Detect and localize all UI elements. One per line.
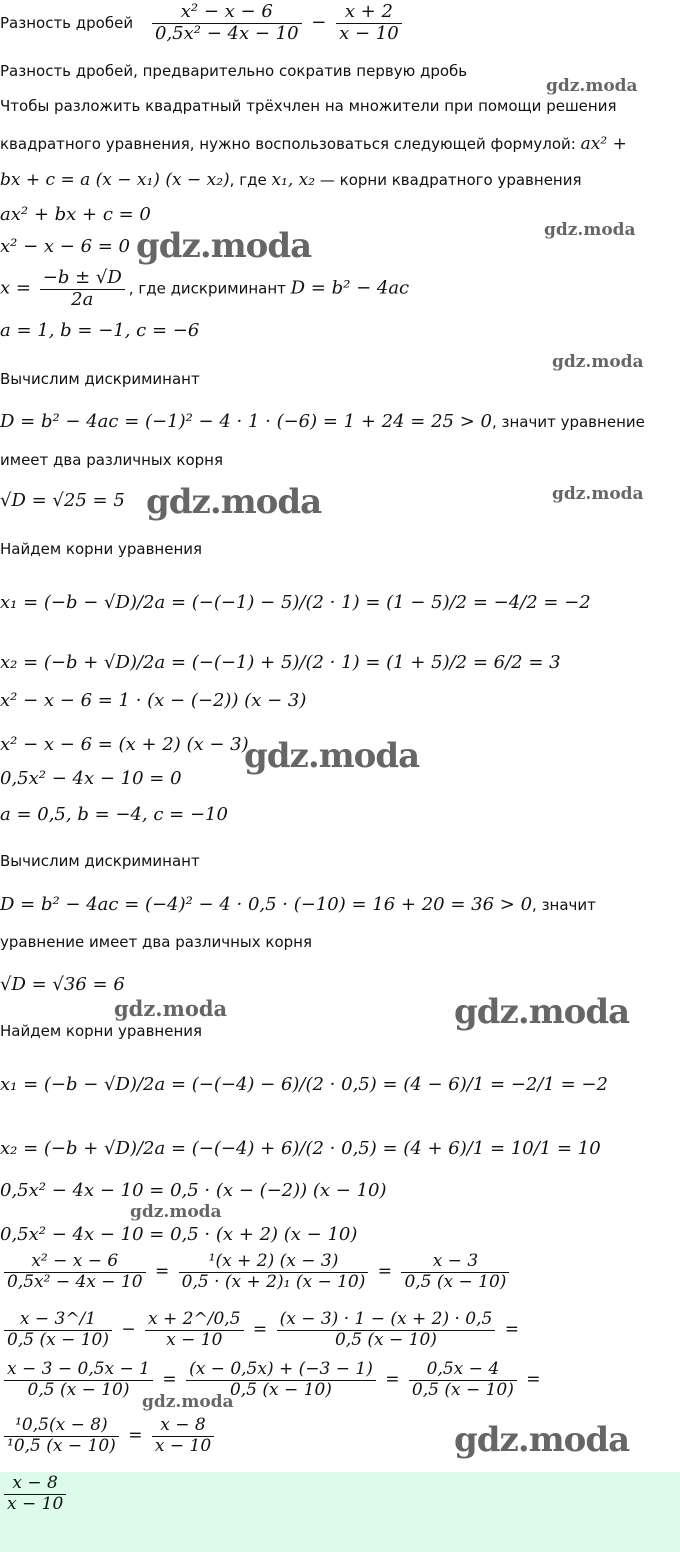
factor-1a: x² − x − 6 = 1 · (x − (−2)) (x − 3) xyxy=(0,690,307,711)
heading-fraction-expression: $\frac{\text{x² − x − 6}}{\text{0,5x² − 4x − 10}}$ − $\frac{x + 2}{x - 10}$ xyxy=(148,2,406,44)
paragraph-line-1: Чтобы разложить квадратный трёхчлен на множители при помощи решения xyxy=(0,97,617,115)
sqrt-d-2: √D = √36 = 6 xyxy=(0,974,125,995)
watermark-logo: gdz.moda xyxy=(136,226,312,266)
has-two-roots-1: имеет два различных корня xyxy=(0,451,223,469)
watermark-logo: gdz.moda xyxy=(454,1420,630,1460)
equation-1: x² − x − 6 = 0 xyxy=(0,236,130,257)
coefficients-1: a = 1, b = −1, c = −6 xyxy=(0,320,200,341)
calc-disc-label-2: Вычислим дискриминант xyxy=(0,852,200,870)
root-x1-1: x₁ = (−b − √D)/2a = (−(−1) − 5)/(2 · 1) = (1 − 5)/2 = −4/2 = −2 xyxy=(0,592,591,613)
watermark-logo: gdz.moda xyxy=(146,482,322,522)
answer-highlight xyxy=(0,1472,680,1552)
root-formula-line: x = $\frac{-b \pm √D}{2a}$ , где дискриминант D = b² − 4ac xyxy=(0,267,410,310)
root-x2-2: x₂ = (−b + √D)/2a = (−(−4) + 6)/(2 · 0,5) = (4 + 6)/1 = 10/1 = 10 xyxy=(0,1138,601,1159)
paragraph-line-3: bx + c = a (x − x₁) (x − x₂), где x₁, x₂ — корни квадратного уравнения xyxy=(0,170,582,190)
watermark-logo: gdz.moda xyxy=(114,996,228,1021)
find-roots-label-1: Найдем корни уравнения xyxy=(0,540,203,558)
watermark-logo: gdz.moda xyxy=(130,1202,222,1222)
step-2-common-denominator: $\frac{x - 3\^{}/1}{0,5 (x - 10)}$ − $\frac{x + 2\^{}/0,5}{x - 10}$ = $\frac{(x - 3) \cdot 1 - (x + 2) \cdot 0,5}{0,5 (x - 10)}$ = xyxy=(0,1310,519,1350)
paragraph-line-2: квадратного уравнения, нужно воспользоваться следующей формулой: ax² + xyxy=(0,134,627,154)
root-x1-2: x₁ = (−b − √D)/2a = (−(−4) − 6)/(2 · 0,5) = (4 − 6)/1 = −2/1 = −2 xyxy=(0,1074,608,1095)
watermark-logo: gdz.moda xyxy=(546,76,638,96)
answer-fraction: $\frac{x - 8}{x - 10}$ xyxy=(0,1474,70,1514)
has-two-roots-2: уравнение имеет два различных корня xyxy=(0,933,312,951)
watermark-logo: gdz.moda xyxy=(454,992,630,1032)
step-4-cancel: $\frac{\text{¹0,5(x − 8)}}{\text{¹0,5 (x − 10)}}$ = $\frac{x - 8}{x - 10}$ xyxy=(0,1416,218,1456)
watermark-logo: gdz.moda xyxy=(244,736,420,776)
calc-disc-label-1: Вычислим дискриминант xyxy=(0,370,200,388)
sqrt-d-1: √D = √25 = 5 xyxy=(0,490,125,511)
heading-difference xyxy=(0,14,133,32)
equation-2: 0,5x² − 4x − 10 = 0 xyxy=(0,768,182,789)
coefficients-2: a = 0,5, b = −4, c = −10 xyxy=(0,804,228,825)
watermark-logo: gdz.moda xyxy=(552,352,644,372)
disc-line-1: D = b² − 4ac = (−1)² − 4 · 1 · (−6) = 1 + 24 = 25 > 0, значит уравнение xyxy=(0,411,645,432)
disc-line-2: D = b² − 4ac = (−4)² − 4 · 0,5 · (−10) = 16 + 20 = 36 > 0, значит xyxy=(0,894,596,915)
step-1-reduce: $\frac{\text{x² − x − 6}}{\text{0,5x² − 4x − 10}}$ = $\frac{\text{¹(x + 2) (x − 3)}}{\text{0,5 · (x + 2)₁ (x − 10)}}$ = $\frac{x - 3}{0,5 (x - 10)}$ xyxy=(0,1252,513,1292)
watermark-logo: gdz.moda xyxy=(544,220,636,240)
root-x2-1: x₂ = (−b + √D)/2a = (−(−1) + 5)/(2 · 1) = (1 + 5)/2 = 6/2 = 3 xyxy=(0,652,561,673)
watermark-logo: gdz.moda xyxy=(142,1392,234,1412)
find-roots-label-2: Найдем корни уравнения xyxy=(0,1022,203,1040)
step-3-simplify: $\frac{x - 3 - 0,5x - 1}{0,5 (x - 10)}$ = $\frac{(x - 0,5x) + (-3 - 1)}{0,5 (x - 10)}$ = $\frac{0,5x - 4}{0,5 (x - 10)}$ = xyxy=(0,1360,541,1400)
heading-reduce-first: Разность дробей, предварительно сократив первую дробь xyxy=(0,62,468,80)
heading-text: Разность дробей xyxy=(0,14,134,32)
general-quadratic: ax² + bx + c = 0 xyxy=(0,204,151,225)
watermark-logo: gdz.moda xyxy=(552,484,644,504)
factor-2b: 0,5x² − 4x − 10 = 0,5 · (x + 2) (x − 10) xyxy=(0,1224,358,1245)
factor-1b: x² − x − 6 = (x + 2) (x − 3) xyxy=(0,734,249,755)
factor-2a: 0,5x² − 4x − 10 = 0,5 · (x − (−2)) (x − 10) xyxy=(0,1180,387,1201)
